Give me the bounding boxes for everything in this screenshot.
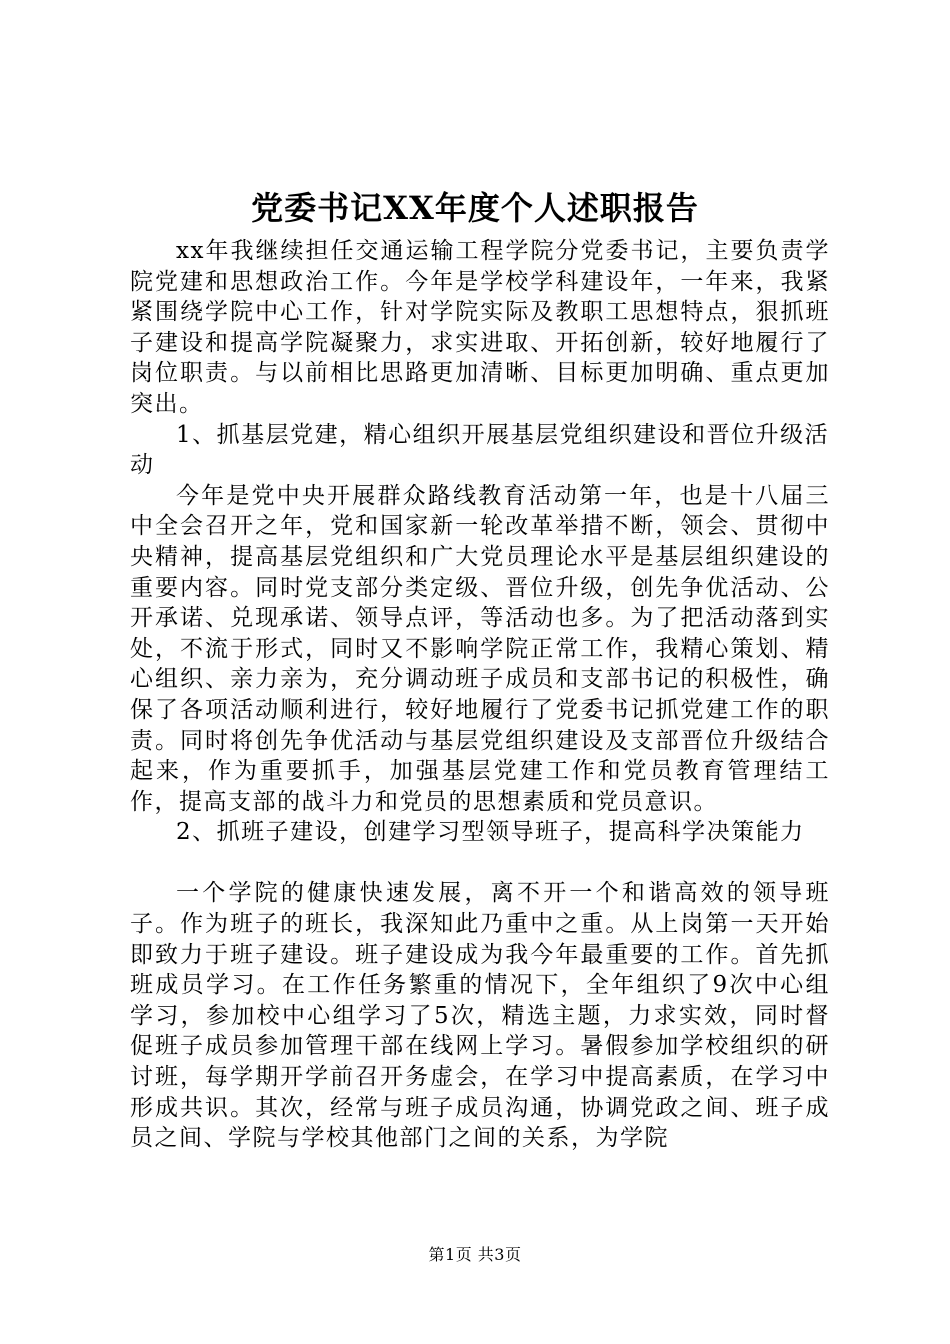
paragraph-team-building: 一个学院的健康快速发展，离不开一个和谐高效的领导班子。作为班子的班长，我深知此乃重中之重。从上岗第一天开始即致力于班子建设。班子建设成为我今年最重要的工作。首先抓班成员学习。在工作任务繁重的情况下，全年组织了9次中心组学习，参加校中心组学习了5次，精选主题，力求实效，同时督促班子成员参加管理干部在线网上学习。暑假参加学校组织的研讨班，每学期开学前召开务虚会，在学习中提高素质，在学习中形成共识。其次，经常与班子成员沟通，协调党政之间、班子成员之间、学院与学校其他部门之间的关系，为学院: [130, 880, 830, 1152]
paragraph-intro: xx年我继续担任交通运输工程学院分党委书记，主要负责学院党建和思想政治工作。今年是学校学科建设年，一年来，我紧紧围绕学院中心工作，针对学院实际及教职工思想特点，狠抓班子建设和提高学院凝聚力，求实进取、开拓创新，较好地履行了岗位职责。与以前相比思路更加清晰、目标更加明确、重点更加突出。: [130, 238, 830, 417]
paragraph-party-building: 今年是党中央开展群众路线教育活动第一年，也是十八届三中全会召开之年，党和国家新一轮改革举措不断，领会、贯彻中央精神，提高基层党组织和广大党员理论水平是基层组织建设的重要内容。同时党支部分类定级、晋位升级，创先争优活动、公开承诺、兑现承诺、领导点评，等活动也多。为了把活动落到实处，不流于形式，同时又不影响学院正常工作，我精心策划、精心组织、亲力亲为，充分调动班子成员和支部书记的积极性，确保了各项活动顺利进行，较好地履行了党委书记抓党建工作的职责。同时将创先争优活动与基层党组织建设及支部晋位升级结合起来，作为重要抓手，加强基层党建工作和党员教育管理结工作，提高支部的战斗力和党员的思想素质和党员意识。: [130, 482, 830, 815]
page-number-footer: 第1页 共3页: [428, 1245, 522, 1264]
section-heading-1: 1、抓基层党建，精心组织开展基层党组织建设和晋位升级活动: [130, 421, 830, 479]
blank-line: [130, 848, 830, 879]
document-body: [130, 236, 830, 1154]
document-title: 党委书记XX年度个人述职报告: [251, 189, 699, 227]
section-heading-2: 2、抓班子建设，创建学习型领导班子，提高科学决策能力: [176, 819, 805, 846]
